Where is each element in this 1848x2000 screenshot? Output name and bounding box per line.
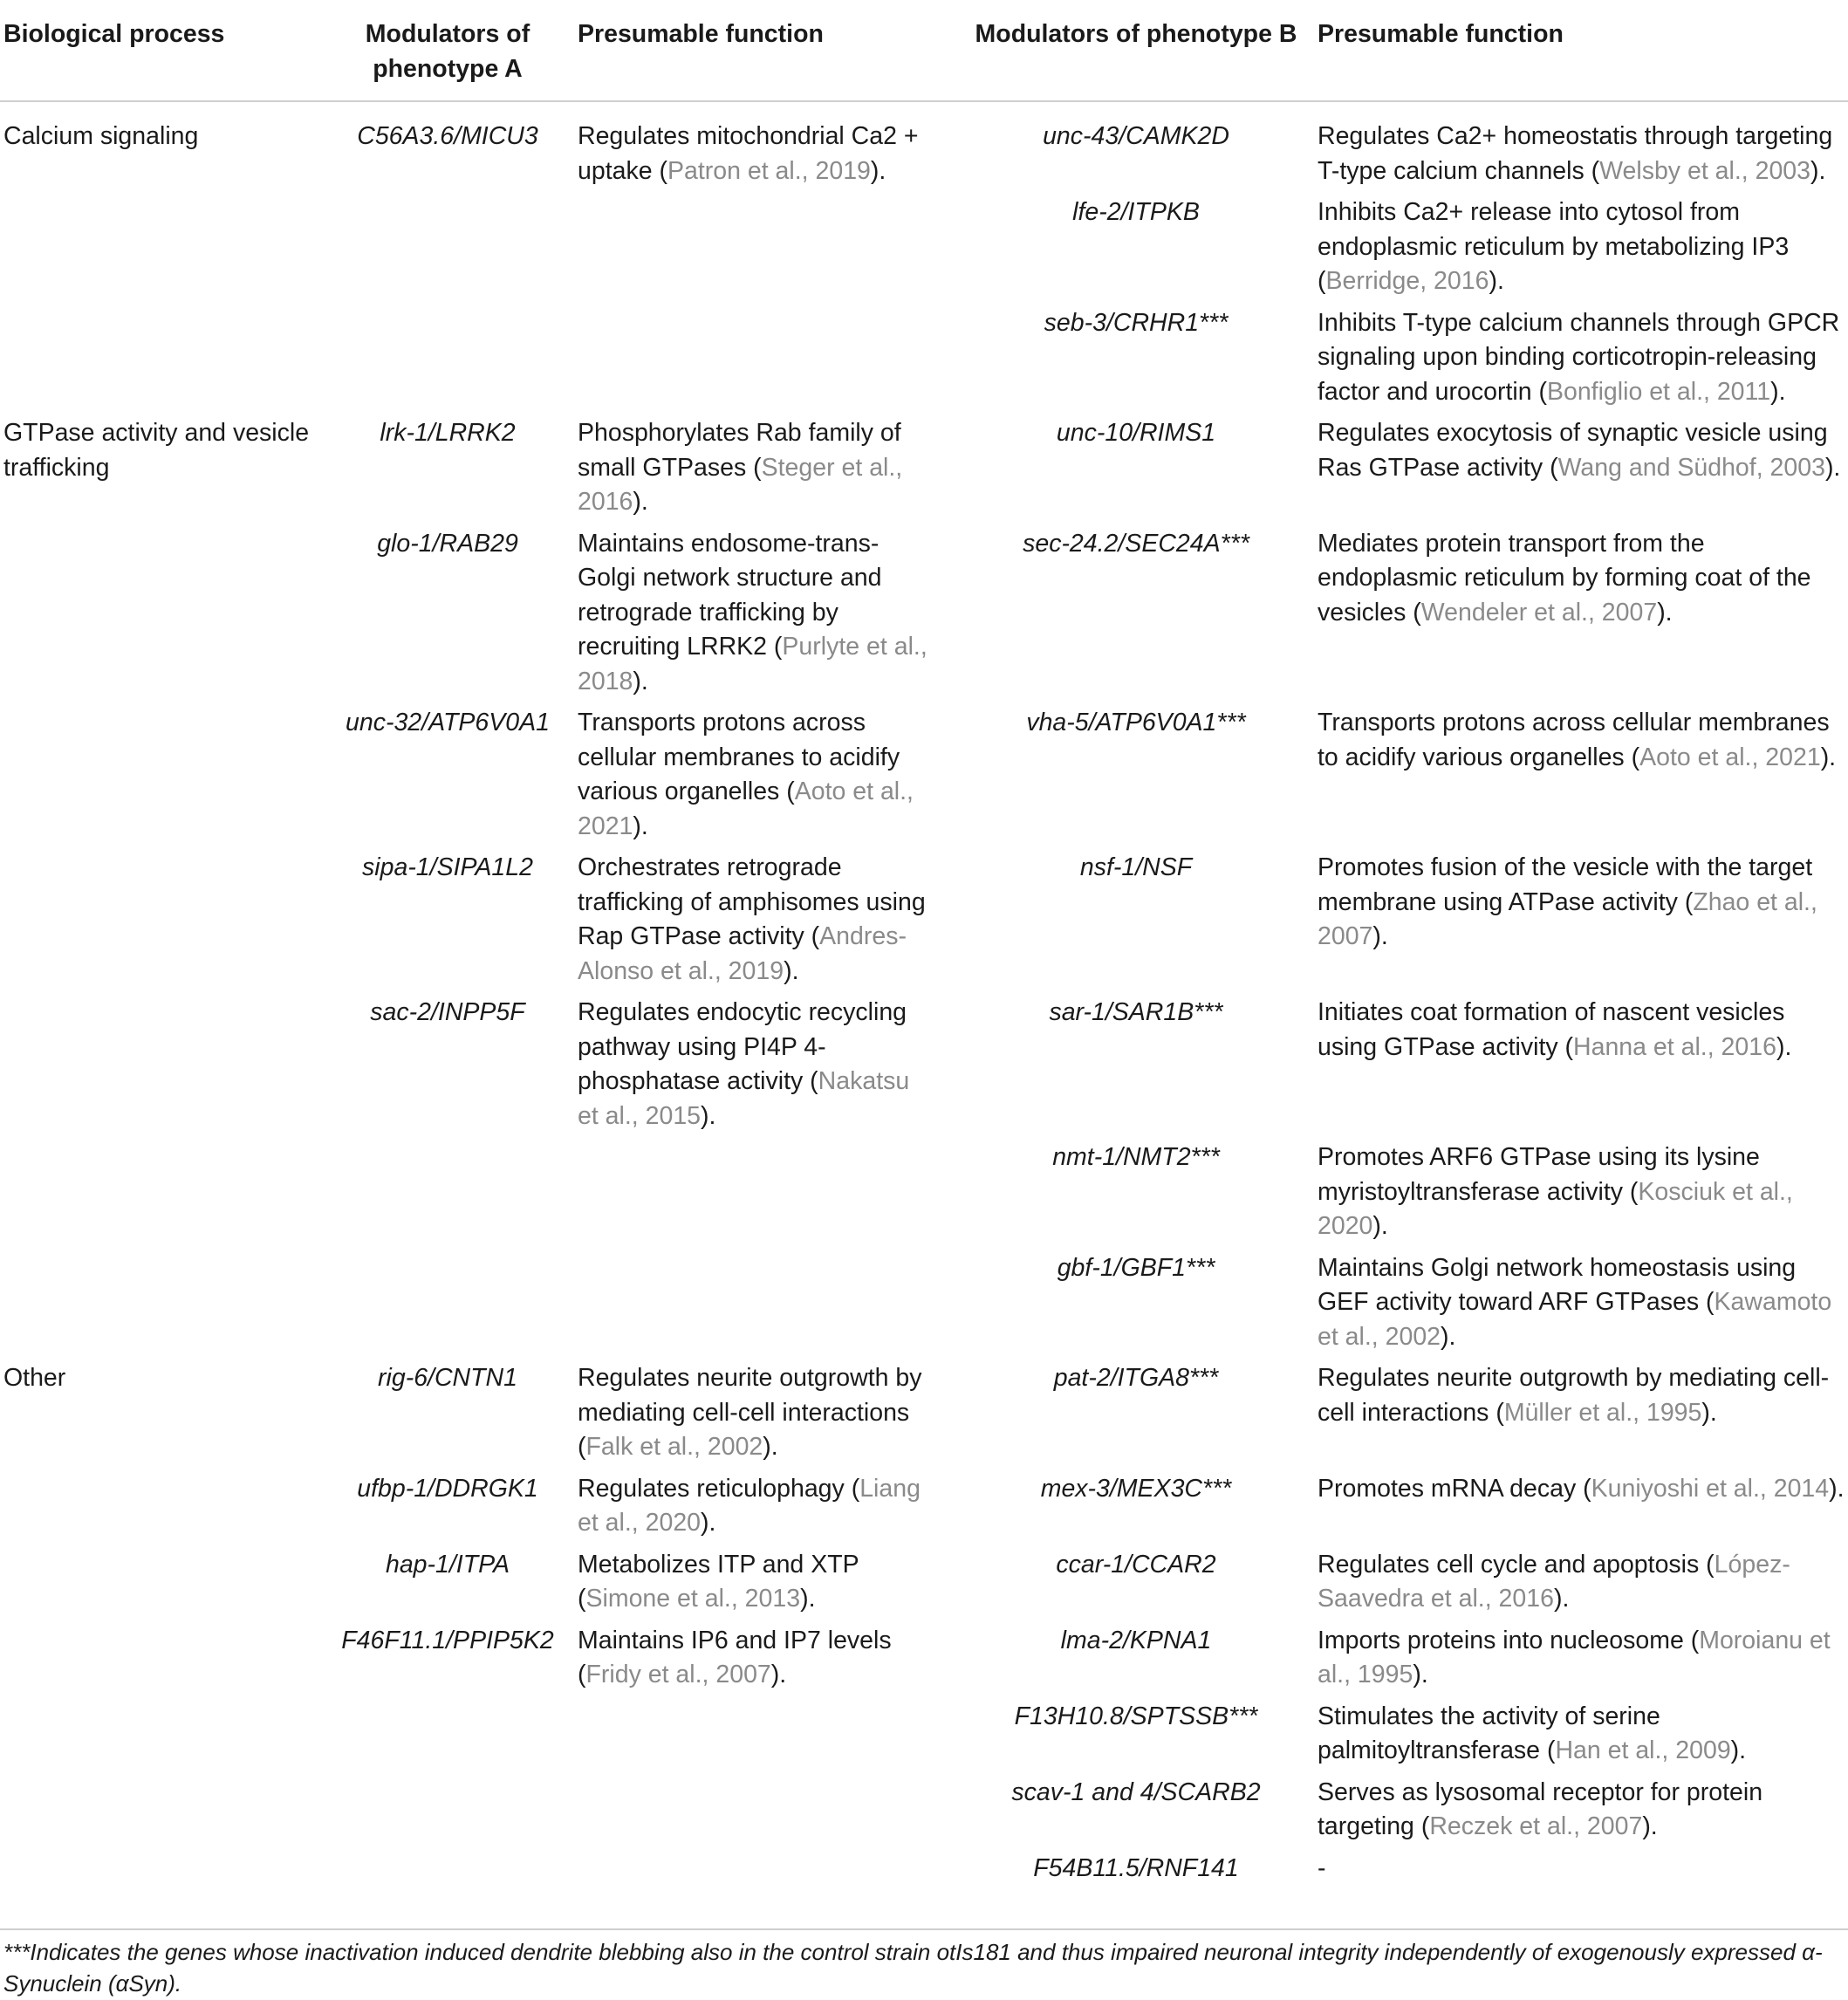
table-row [0,1700,1848,1776]
citation-text: Fridy et al., 2007 [585,1661,771,1688]
biological-process-cell [0,706,325,851]
function-end: ). [633,488,648,516]
modulator-a-cell [325,1140,571,1251]
citation-text: Bonfiglio et al., 2011 [1546,377,1771,406]
modulator-b-cell: scav-1 and 4/SCARB2 [1011,1777,1261,1806]
header-function-a: Presumable function [578,20,824,48]
function-text: Metabolizes ITP and XTP ( [578,1550,859,1613]
citation-text: Welsby et al., 2003 [1599,156,1811,185]
citation-text: Zhao et al., 2007 [1318,887,1817,950]
function-b-cell [1318,1776,1848,1852]
function-text: Regulates exocytosis of synaptic vesicle using Ras GTPase activity ( [1318,419,1828,482]
biological-process-cell [0,1140,325,1251]
function-end: ). [1824,453,1841,482]
function-a-cell [571,706,955,851]
modulator-a-cell [325,1251,571,1362]
function-a-cell [571,1548,955,1624]
function-text: Maintains Golgi network homeostasis using GEF activity toward ARF GTPases ( [1318,1253,1797,1316]
modulator-a-cell: glo-1/RAB29 [377,529,518,558]
function-text: Initiates coat formation of nascent vesicles using GTPase activity ( [1318,998,1785,1061]
function-a-cell [571,195,955,306]
citation-text: Kuniyoshi et al., 2014 [1591,1474,1830,1503]
citation-text: Hanna et al., 2016 [1573,1032,1776,1061]
modulator-a-cell [325,1776,571,1852]
biological-process-cell [0,996,325,1140]
function-a-cell [571,416,955,527]
function-b-cell [1318,1140,1848,1251]
function-text: - [1318,1853,1326,1882]
function-b-cell [1318,996,1848,1140]
function-a-cell [571,1852,955,1894]
function-text: Regulates Ca2+ homeostatis through targeting T-type calcium channels ( [1318,122,1833,185]
function-text: Maintains IP6 and IP7 levels ( [578,1626,892,1688]
function-text: Regulates mitochondrial Ca2 + uptake ( [578,122,919,185]
function-end: ). [1372,922,1388,950]
function-a-cell [571,996,955,1140]
biological-process-cell: Calcium signaling [3,122,199,150]
citation-text: Han et al., 2009 [1555,1736,1731,1764]
function-text: Stimulates the activity of serine palmitoyltransferase ( [1318,1702,1660,1764]
table-row [0,1361,1848,1472]
biological-process-cell [0,1472,325,1548]
header-modulators-b: Modulators of phenotype B [975,20,1297,48]
function-text: Regulates neurite outgrowth by mediating cell-cell interactions ( [1318,1364,1830,1427]
function-b-cell [1318,1624,1848,1700]
biological-process-cell [0,306,325,417]
modulator-a-cell: unc-32/ATP6V0A1 [346,709,550,736]
table-row [0,996,1848,1140]
citation-text: Berridge, 2016 [1325,267,1489,295]
function-text: Phosphorylates Rab family of small GTPases ( [578,419,901,482]
function-text: Regulates endocytic recycling pathway using PI4P 4-phosphatase activity ( [578,998,907,1095]
modulator-b-cell: nmt-1/NMT2*** [1052,1143,1220,1171]
citation-text: Simone et al., 2013 [585,1585,801,1613]
citation-text: Wang and Südhof, 2003 [1557,453,1825,482]
function-text: Inhibits Ca2+ release into cytosol from endoplasmic reticulum by metabolizing IP3 ( [1318,198,1790,295]
function-end: ). [1657,598,1673,627]
citation-text: Falk et al., 2002 [585,1433,763,1461]
function-a-cell [571,1624,955,1700]
modulator-a-cell: sac-2/INPP5F [370,998,525,1026]
modulator-a-cell: F46F11.1/PPIP5K2 [341,1626,554,1654]
modulator-b-cell: ccar-1/CCAR2 [1056,1550,1216,1579]
function-a-cell [571,527,955,707]
modulator-a-cell: hap-1/ITPA [385,1550,510,1579]
biological-process-cell: GTPase activity and vesicle trafficking [3,419,310,482]
header-modulators-a: Modulators of phenotype A [365,20,530,83]
function-a-cell [571,851,955,996]
function-end: ). [701,1101,716,1130]
citation-text: Wendeler et al., 2007 [1420,598,1658,627]
function-text: Orchestrates retrograde trafficking of amphisomes using Rap GTPase activity ( [578,853,926,950]
function-end: ). [763,1433,778,1461]
function-b-cell [1318,195,1848,306]
function-end: ). [1642,1812,1658,1840]
function-text: Transports protons across cellular membranes to acidify various organelles ( [578,709,900,805]
biological-process-cell [0,1776,325,1852]
citation-text: Nakatsu et al., 2015 [578,1067,910,1130]
function-b-cell [1318,1251,1848,1362]
modulator-a-cell: rig-6/CNTN1 [378,1364,517,1392]
table-row [0,1251,1848,1362]
function-b-cell [1318,527,1848,707]
modulator-a-cell: C56A3.6/MICU3 [357,122,538,150]
function-b-cell [1318,101,1848,195]
function-text: Regulates cell cycle and apoptosis ( [1318,1550,1715,1579]
function-a-cell [571,306,955,417]
modulator-a-cell: sipa-1/SIPA1L2 [362,853,533,881]
citation-text: Reczek et al., 2007 [1429,1812,1643,1840]
function-text: Imports proteins into nucleosome ( [1318,1626,1700,1654]
modulator-b-cell: lma-2/KPNA1 [1060,1626,1212,1654]
function-a-cell [571,1776,955,1852]
function-text: Promotes mRNA decay ( [1318,1474,1591,1503]
biological-process-cell [0,1251,325,1362]
function-a-cell [571,101,955,195]
modulator-b-cell: sec-24.2/SEC24A*** [1023,529,1249,558]
header-function-b: Presumable function [1318,20,1564,48]
function-end: ). [1701,1398,1717,1427]
modulator-b-cell: sar-1/SAR1B*** [1049,998,1223,1026]
biological-process-cell [0,1700,325,1776]
function-b-cell [1318,1472,1848,1548]
table-row [0,195,1848,306]
modulator-b-cell: lfe-2/ITPKB [1072,198,1200,226]
modulator-b-cell: nsf-1/NSF [1079,853,1193,881]
function-b-cell [1318,416,1848,527]
function-b-cell [1318,851,1848,996]
biological-process-cell [0,195,325,306]
header-biological-process: Biological process [3,20,225,48]
function-end: ). [1810,156,1826,185]
footnote-divider [0,1928,1848,1930]
function-end: ). [1730,1736,1747,1764]
modulator-a-cell: ufbp-1/DDRGK1 [357,1474,538,1503]
function-a-cell [571,1361,955,1472]
biological-process-cell [0,1548,325,1624]
function-text: Regulates reticulophagy ( [578,1474,860,1503]
modulator-b-cell: F13H10.8/SPTSSB*** [1014,1702,1258,1730]
function-a-cell [571,1700,955,1776]
modulator-b-cell: unc-43/CAMK2D [1043,122,1229,150]
function-b-cell [1318,306,1848,417]
citation-text: Patron et al., 2019 [667,156,871,185]
function-end: ). [1372,1212,1388,1240]
table-row [0,101,1848,195]
modulator-a-cell: lrk-1/LRRK2 [380,419,516,447]
table-row [0,1140,1848,1251]
function-text: Maintains endosome-trans-Golgi network structure and retrograde trafficking by recruiting LRRK2 ( [578,529,882,661]
table-row [0,416,1848,527]
table-footnote: ***Indicates the genes whose inactivation induced dendrite blebbing also in the control strain otIs181 and thus impaired neuronal integrity independently of exogenously expressed α-Synuclein (αSyn). [3,1939,1823,1997]
biological-process-cell [0,1624,325,1700]
function-end: ). [1441,1322,1456,1351]
modulator-b-cell: pat-2/ITGA8*** [1053,1364,1219,1392]
function-b-cell [1318,1361,1848,1472]
modulator-b-cell: mex-3/MEX3C*** [1040,1474,1232,1503]
biological-process-cell [0,527,325,707]
function-end: ). [1820,743,1837,771]
function-text: Mediates protein transport from the endoplasmic reticulum by forming coat of the vesicles ( [1318,529,1811,627]
citation-text: López-Saavedra et al., 2016 [1318,1550,1790,1613]
modulator-a-cell [325,306,571,417]
biological-process-cell [0,1852,325,1894]
function-b-cell [1318,706,1848,851]
citation-text: Andres-Alonso et al., 2019 [578,922,907,985]
function-b-cell [1318,1852,1848,1894]
citation-text: Kosciuk et al., 2020 [1318,1177,1793,1240]
table-row [0,306,1848,417]
function-end: ). [1829,1474,1845,1503]
function-end: ). [784,956,799,985]
table-row [0,1624,1848,1700]
function-end: ). [1489,267,1504,295]
citation-text: Moroianu et al., 1995 [1318,1626,1831,1688]
header-row [0,0,1848,101]
citation-text: Aoto et al., 2021 [1639,743,1821,771]
modulator-a-cell [325,195,571,306]
function-text: Regulates neurite outgrowth by mediating cell-cell interactions ( [578,1364,922,1461]
modulator-a-cell [325,1852,571,1894]
function-end: ). [870,156,886,185]
function-end: ). [1553,1585,1570,1613]
table-row [0,706,1848,851]
table-row [0,1776,1848,1852]
modulator-a-cell [325,1700,571,1776]
function-end: ). [701,1509,716,1537]
table-body [0,101,1848,1893]
modulator-b-cell: vha-5/ATP6V0A1*** [1026,709,1246,736]
table-row [0,1852,1848,1894]
modulator-b-cell: seb-3/CRHR1*** [1044,308,1229,337]
table-row [0,851,1848,996]
function-end: ). [800,1585,816,1613]
function-b-cell [1318,1700,1848,1776]
function-text: Promotes ARF6 GTPase using its lysine myristoyltransferase activity ( [1318,1143,1760,1206]
citation-text: Müller et al., 1995 [1503,1398,1702,1427]
function-end: ). [633,812,648,840]
table-row [0,1548,1848,1624]
modulator-b-cell: gbf-1/GBF1*** [1057,1253,1215,1282]
biological-process-cell: Other [3,1364,66,1392]
function-text: Serves as lysosomal receptor for protein targeting ( [1318,1777,1763,1840]
function-text: Inhibits T-type calcium channels through GPCR signaling upon binding corticotropin-releasing factor and urocortin ( [1318,308,1840,406]
table-row [0,1472,1848,1548]
function-end: ). [1770,377,1786,406]
biological-process-cell [0,851,325,996]
citation-text: Aoto et al., 2021 [578,777,914,840]
citation-text: Liang et al., 2020 [578,1474,921,1537]
function-a-cell [571,1251,955,1362]
modulator-b-cell: unc-10/RIMS1 [1056,419,1216,447]
function-text: Transports protons across cellular membranes to acidify various organelles ( [1318,709,1830,771]
table-row [0,527,1848,707]
function-text: Promotes fusion of the vesicle with the target membrane using ATPase activity ( [1318,853,1813,916]
function-a-cell [571,1140,955,1251]
function-end: ). [770,1661,787,1688]
function-end: ). [633,667,648,695]
function-a-cell [571,1472,955,1548]
function-b-cell [1318,1548,1848,1624]
function-end: ). [1776,1032,1792,1061]
function-end: ). [1413,1661,1428,1688]
citation-text: Kawamoto et al., 2002 [1318,1288,1832,1351]
citation-text: Steger et al., 2016 [578,453,903,516]
citation-text: Purlyte et al., 2018 [578,633,927,695]
modulator-b-cell: F54B11.5/RNF141 [1033,1853,1239,1882]
